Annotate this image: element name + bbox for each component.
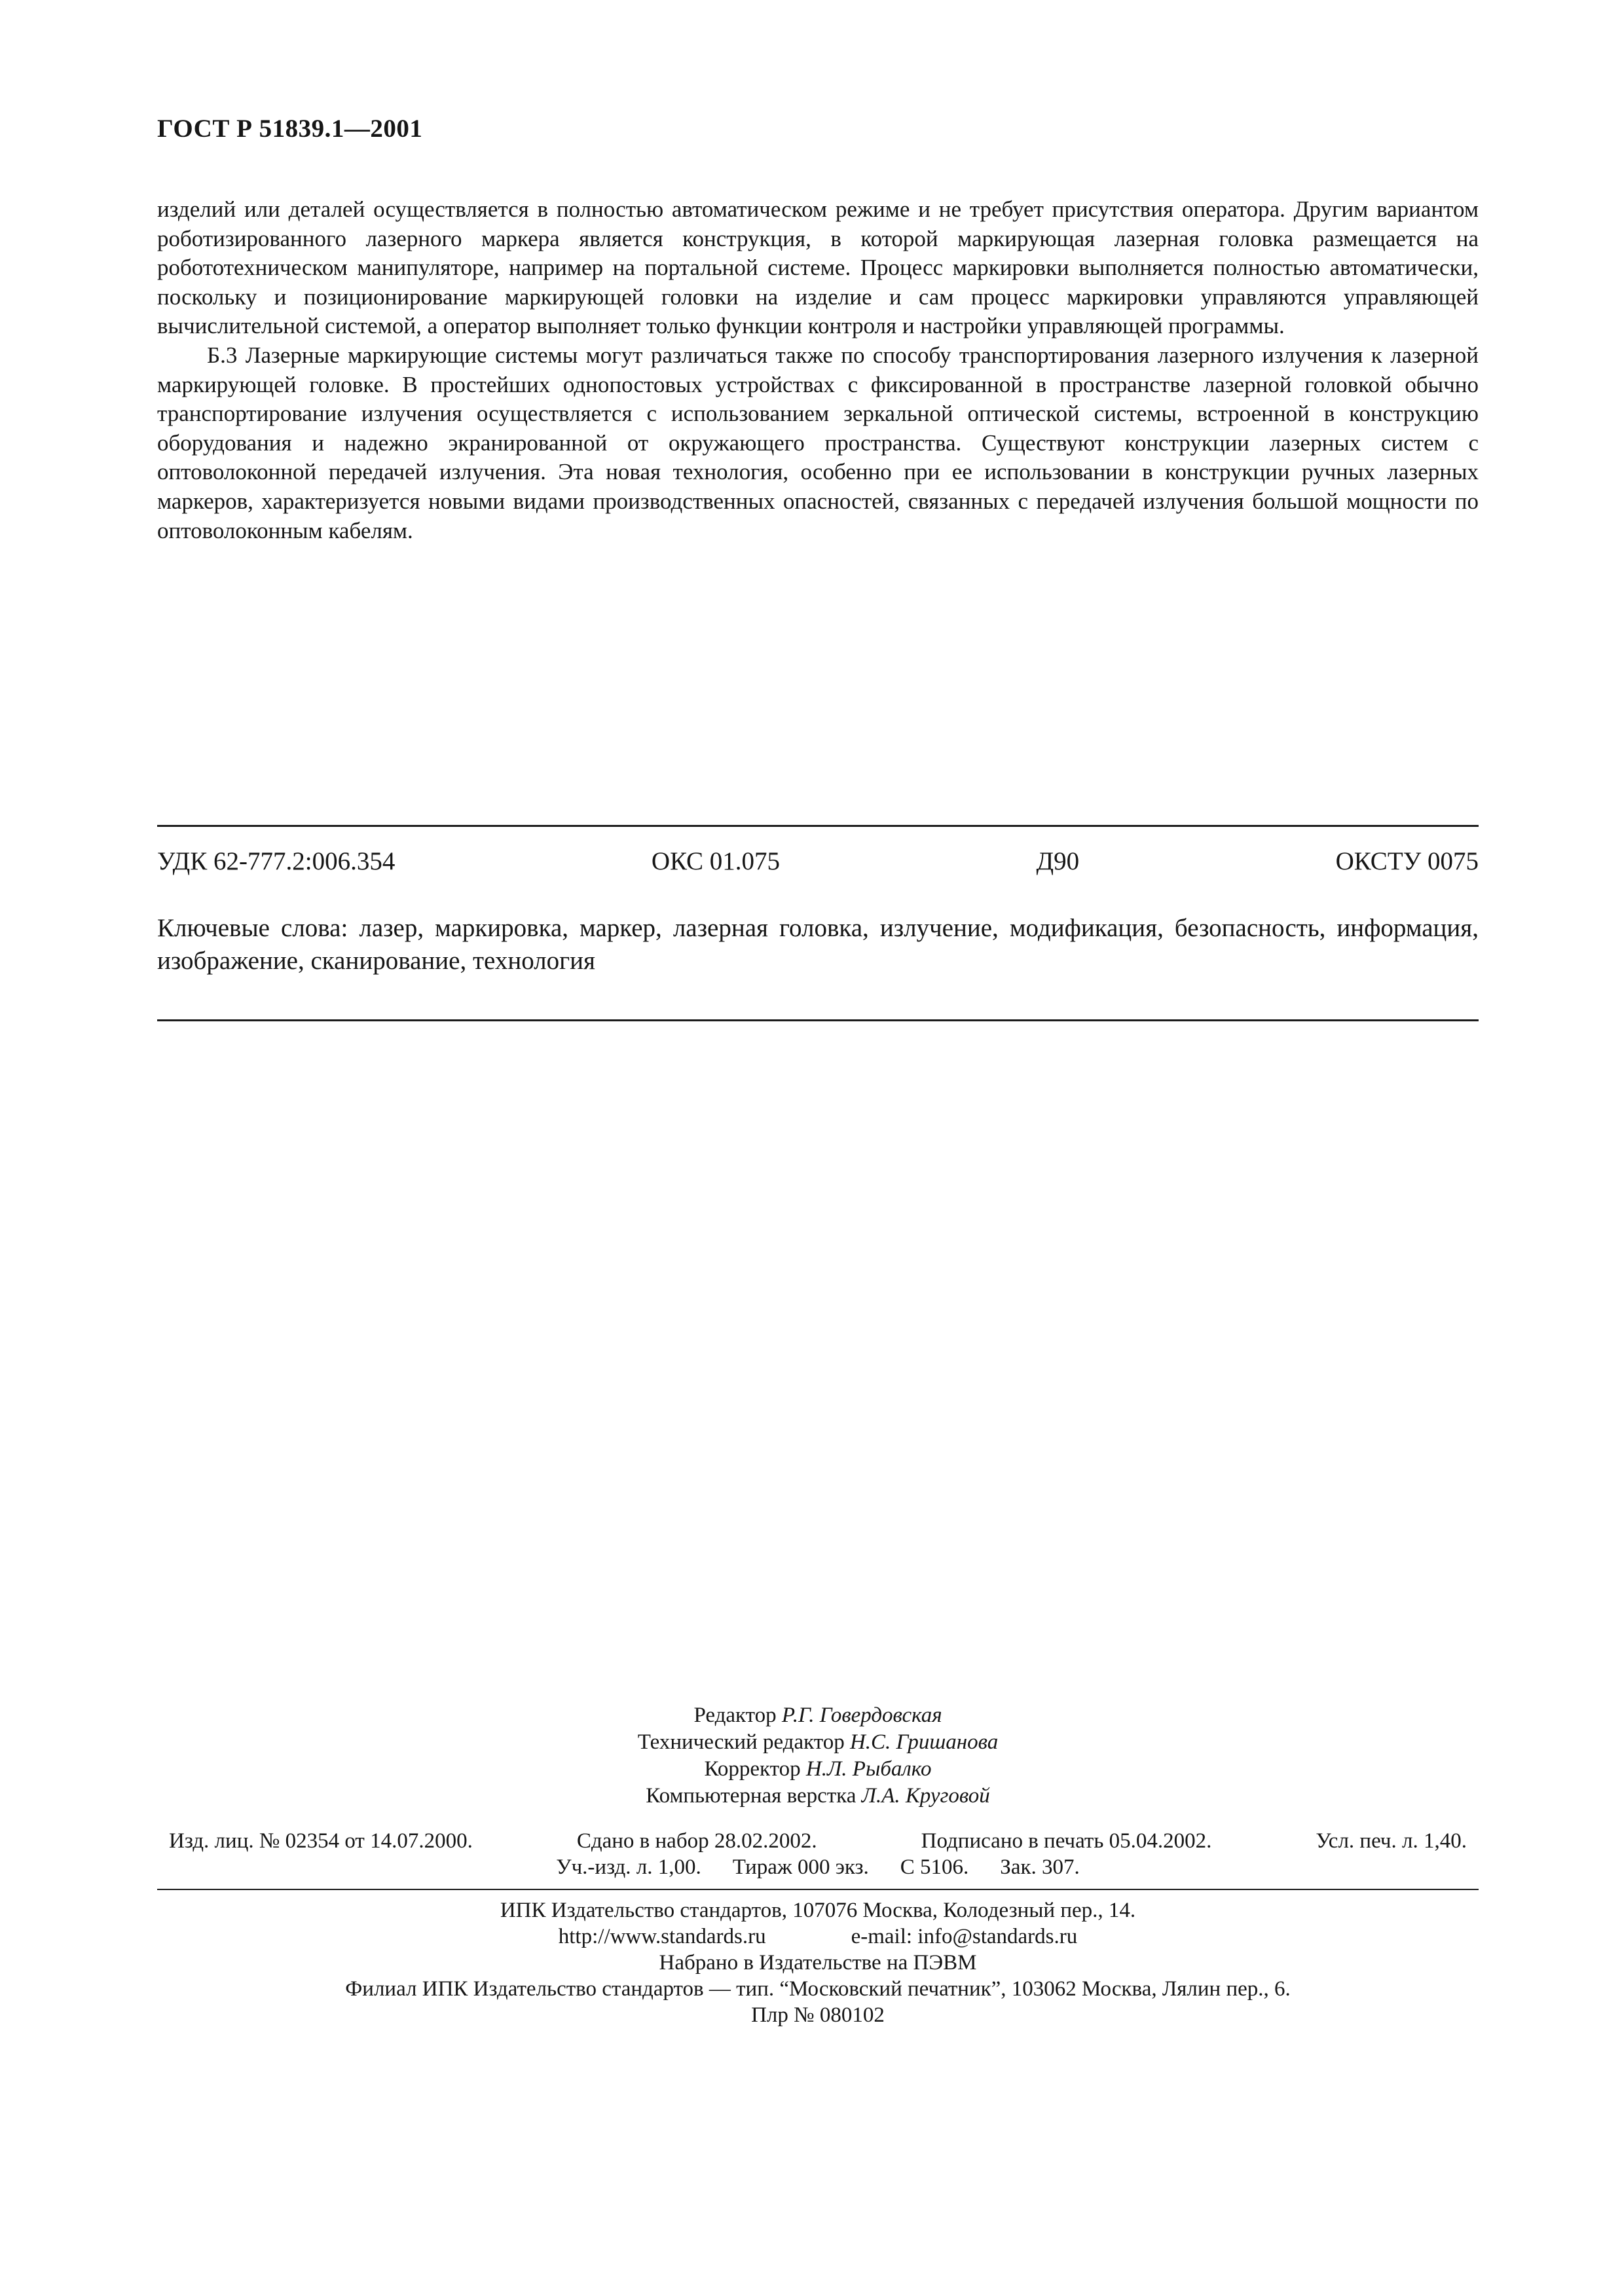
publisher-website: http://www.standards.ru <box>558 1925 766 1948</box>
divider-imprint <box>157 1889 1479 1890</box>
imprint-print-sheets: Усл. печ. л. 1,40. <box>1316 1829 1467 1853</box>
oks-code: ОКС 01.075 <box>651 847 781 875</box>
divider-keywords <box>157 1019 1479 1021</box>
udk-code: УДК 62-777.2:006.354 <box>157 847 396 875</box>
credit-layout <box>157 1783 1479 1810</box>
credits-block <box>157 1702 1479 1810</box>
keywords: Ключевые слова: лазер, маркировка, маркер, лазерная головка, излучение, модификация, безопасность, информация, изображение, сканирование, технология <box>157 914 1479 975</box>
imprint-row-1 <box>169 1829 1467 1853</box>
imprint-signed: Подписано в печать 05.04.2002. <box>921 1829 1212 1853</box>
publisher-branch: Филиал ИПК Издательство стандартов — тип. “Московский печатник”, 103062 Москва, Лялин пер., 6. <box>345 1977 1291 2001</box>
credit-proofreader-label: Корректор <box>704 1757 801 1781</box>
imprint-typeset: Сдано в набор 28.02.2002. <box>576 1829 817 1853</box>
credit-tech-editor <box>157 1729 1479 1756</box>
credit-layout-name: Л.А. Круговой <box>861 1784 990 1808</box>
imprint-row-2 <box>157 1855 1479 1880</box>
credit-layout-label: Компьютерная верстка <box>646 1784 857 1808</box>
body-text <box>157 195 1479 545</box>
publisher-address: ИПК Издательство стандартов, 107076 Москва, Колодезный пер., 14. <box>500 1899 1136 1922</box>
paragraph-continuation: изделий или деталей осуществляется в полностью автоматическом режиме и не требует присутствия оператора. Другим вариантом роботизированного лазерного маркера является конструкция, в которой маркирующая лазерная головка размещается на робототехническом манипуляторе, например на портальной системе. Процесс маркировки выполняется полностью автоматически, поскольку и позиционирование маркирующей головки на изделие и сам процесс маркировки управляются управляющей вычислительной системой, а оператор выполняет только функции контроля и настройки управляющей программы. <box>157 196 1479 339</box>
classification-row <box>157 847 1479 876</box>
credit-editor <box>157 1702 1479 1729</box>
credit-tech-editor-label: Технический редактор <box>637 1730 845 1754</box>
credit-editor-label: Редактор <box>693 1704 777 1727</box>
imprint-license: Изд. лиц. № 02354 от 14.07.2000. <box>169 1829 473 1853</box>
publisher-block <box>157 1897 1479 2028</box>
imprint-pub-sheets: Уч.-изд. л. 1,00. <box>556 1855 701 1879</box>
document-header: ГОСТ Р 51839.1—2001 <box>157 115 423 143</box>
plr-number: Плр № 080102 <box>751 2003 885 2027</box>
imprint-order: Зак. 307. <box>1000 1855 1080 1879</box>
typeset-note: Набрано в Издательстве на ПЭВМ <box>659 1951 977 1975</box>
credit-tech-editor-name: Н.С. Гришанова <box>849 1730 999 1754</box>
credit-proofreader-name: Н.Л. Рыбалко <box>805 1757 932 1781</box>
paragraph-b3: Б.3 Лазерные маркирующие системы могут различаться также по способу транспортирования лазерного излучения к лазерной маркирующей головке. В простейших однопостовых устройствах с фиксированной в пространстве лазерной головкой обычно транспортирование излучения осуществляется с использованием зеркальной оптической системы, встроенной в конструкцию оборудования и надежно экранированной от окружающего пространства. Существуют конструкции лазерных систем с оптоволоконной передачей излучения. Эта новая технология, особенно при ее использовании в конструкции ручных лазерных маркеров, характеризуется новыми видами производственных опасностей, связанных с передачей излучения большой мощности по оптоволоконным кабелям. <box>157 342 1479 543</box>
credit-proofreader <box>157 1756 1479 1783</box>
credit-editor-name: Р.Г. Говердовская <box>781 1704 942 1727</box>
imprint-c-number: С 5106. <box>900 1855 969 1879</box>
okstu-code: ОКСТУ 0075 <box>1335 847 1479 875</box>
group-code: Д90 <box>1036 847 1080 875</box>
publisher-contacts <box>157 1923 1479 1950</box>
divider-top <box>157 825 1479 827</box>
imprint-circulation: Тираж 000 экз. <box>732 1855 869 1879</box>
publisher-email: e-mail: info@standards.ru <box>851 1925 1078 1948</box>
